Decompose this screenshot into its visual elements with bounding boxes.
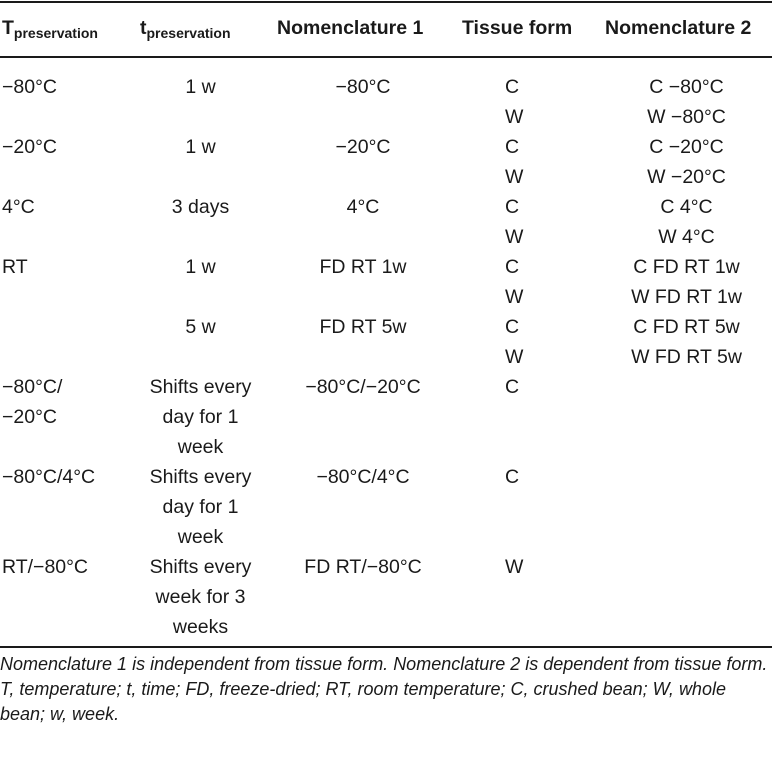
table-row xyxy=(0,462,772,552)
cell-nomenclature-2: C −20°C W −20°C xyxy=(647,136,726,188)
table-row xyxy=(0,552,772,642)
cell-nomenclature-1: −80°C/−20°C xyxy=(305,376,421,398)
cell-nomenclature-1: FD RT 1w xyxy=(319,256,407,278)
cell-t-preservation xyxy=(0,312,128,372)
cell-nomenclature-2 xyxy=(601,372,772,462)
header-tissue-form: Tissue form xyxy=(462,16,573,39)
cell-nomenclature-1: −80°C xyxy=(335,76,391,98)
header-t-preservation: $T_{preservation}$ xyxy=(2,16,98,41)
cell-time: 3 days xyxy=(171,196,230,218)
cell-t-preservation: −80°C/ −20°C xyxy=(2,376,63,428)
cell-time: Shifts every day for 1 week xyxy=(149,376,252,458)
cell-nomenclature-1: FD RT 5w xyxy=(319,316,407,338)
cell-nomenclature-1: −80°C/4°C xyxy=(316,466,410,488)
table-row xyxy=(0,252,772,312)
cell-tissue-form: W xyxy=(505,556,524,578)
cell-tissue-form: C xyxy=(505,376,520,398)
cell-tissue-form: C W xyxy=(505,316,524,368)
table-row xyxy=(0,132,772,192)
cell-time: 5 w xyxy=(185,316,216,338)
cell-t-preservation: −20°C xyxy=(2,136,57,158)
cell-tissue-form: C W xyxy=(505,196,524,248)
table-row xyxy=(0,312,772,372)
cell-nomenclature-1: FD RT/−80°C xyxy=(304,556,422,578)
cell-time: Shifts every week for 3 weeks xyxy=(149,556,252,638)
cell-time: 1 w xyxy=(185,256,216,278)
cell-t-preservation: −80°C xyxy=(2,76,57,98)
cell-nomenclature-2 xyxy=(601,462,772,552)
cell-t-preservation: RT xyxy=(2,256,28,278)
cell-nomenclature-1: −20°C xyxy=(335,136,391,158)
cell-tissue-form: C W xyxy=(505,76,524,128)
header-nomenclature-2: Nomenclature 2 xyxy=(605,16,752,39)
header-row xyxy=(0,0,772,57)
table-row xyxy=(0,57,772,132)
table-row xyxy=(0,372,772,462)
cell-time: Shifts every day for 1 week xyxy=(149,466,252,548)
cell-t-preservation: −80°C/4°C xyxy=(2,466,96,488)
cell-time: 1 w xyxy=(185,136,216,158)
cell-tissue-form: C W xyxy=(505,136,524,188)
cell-tissue-form: C W xyxy=(505,256,524,308)
header-time-preservation: $t_{preservation}$ xyxy=(140,16,231,41)
cell-time: 1 w xyxy=(185,76,216,98)
header-nomenclature-1: Nomenclature 1 xyxy=(277,16,424,39)
footnote-abbreviations: T, temperature; t, time; FD, freeze-dried; RT, room temperature; C, crushed bean; W, whole bean; w, week. xyxy=(0,679,726,724)
cell-nomenclature-2: C 4°C W 4°C xyxy=(658,196,715,248)
cell-t-preservation: 4°C xyxy=(2,196,35,218)
cell-nomenclature-2: C −80°C W −80°C xyxy=(647,76,726,128)
table-row xyxy=(0,192,772,252)
footnote-nomenclature: Nomenclature 1 is independent from tissue form. Nomenclature 2 is dependent from tissue form. xyxy=(0,654,768,674)
table-footnotes xyxy=(0,652,772,727)
cell-t-preservation: RT/−80°C xyxy=(2,556,89,578)
cell-nomenclature-2: C FD RT 5w W FD RT 5w xyxy=(631,316,742,368)
table-bottom-rule xyxy=(0,646,772,648)
cell-nomenclature-1: 4°C xyxy=(346,196,380,218)
cell-tissue-form: C xyxy=(505,466,520,488)
cell-nomenclature-2 xyxy=(601,552,772,642)
cell-nomenclature-2: C FD RT 1w W FD RT 1w xyxy=(631,256,742,308)
